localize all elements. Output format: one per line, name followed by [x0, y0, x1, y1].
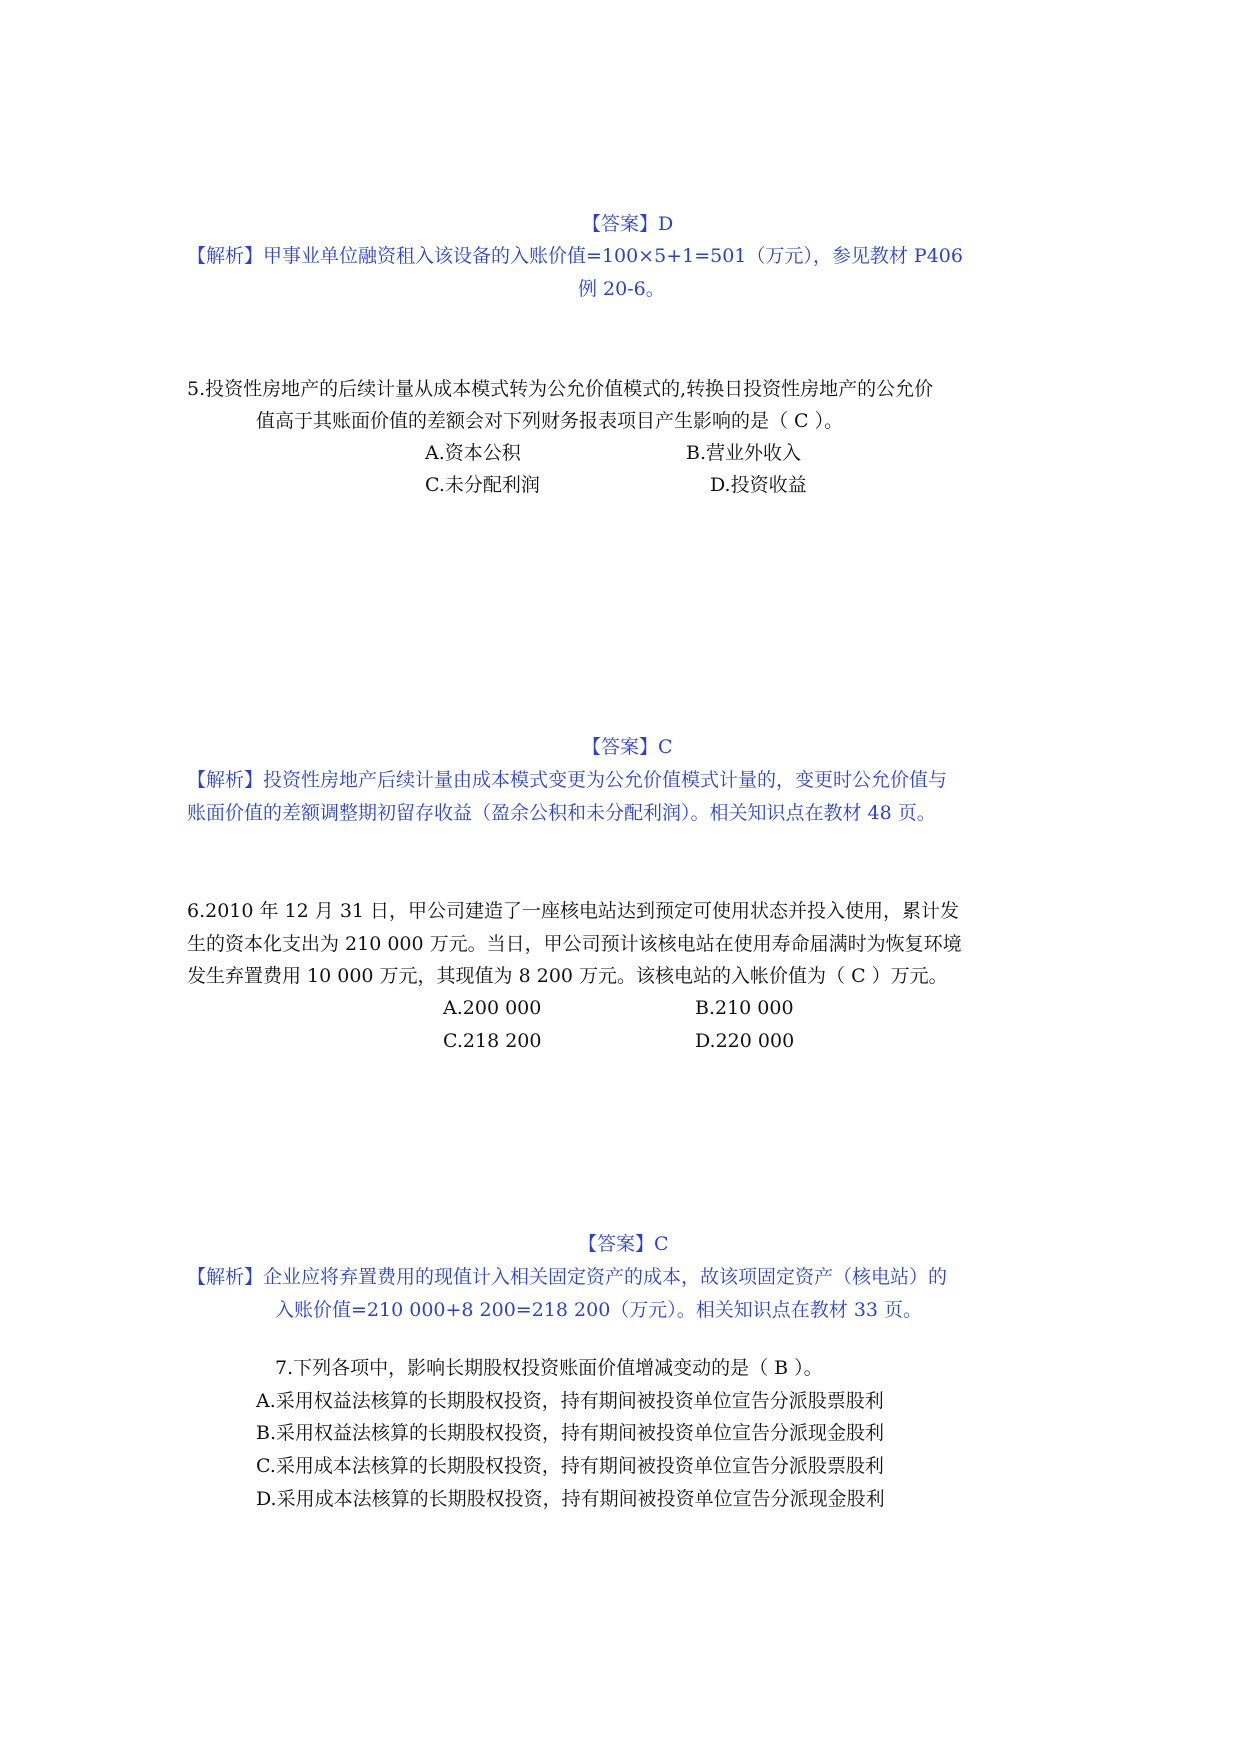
option-c: C.采用成本法核算的长期股权投资，持有期间被投资单位宣告分派股票股利	[256, 1455, 884, 1477]
analysis-text-line: 【解析】投资性房地产后续计量由成本模式变更为公允价值模式计量的，变更时公允价值与	[187, 769, 948, 791]
option-a: A.200 000	[443, 997, 542, 1019]
analysis-text-line: 【解析】甲事业单位融资租入该设备的入账价值=100×5+1=501（万元），参见教材 P406	[187, 245, 963, 267]
analysis-text-line: 【解析】企业应将弃置费用的现值计入相关固定资产的成本，故该项固定资产（核电站）的	[187, 1266, 948, 1288]
question-stem-line: 值高于其账面价值的差额会对下列财务报表项目产生影响的是（ C ）。	[256, 410, 844, 432]
question-stem-line: 5.投资性房地产的后续计量从成本模式转为公允价值模式的,转换日投资性房地产的公允价	[187, 378, 934, 400]
option-c: C.未分配利润	[425, 474, 540, 496]
option-d: D.投资收益	[710, 474, 807, 496]
analysis-text-line: 入账价值=210 000+8 200=218 200（万元）。相关知识点在教材 33 页。	[275, 1299, 923, 1321]
analysis-text-line: 账面价值的差额调整期初留存收益（盈余公积和未分配利润）。相关知识点在教材 48 页。	[187, 802, 936, 824]
option-d: D.220 000	[695, 1030, 795, 1052]
answer-label: 【答案】D	[582, 213, 674, 235]
question-stem-line: 生的资本化支出为 210 000 万元。当日，甲公司预计该核电站在使用寿命届满时为恢复环境	[187, 933, 962, 955]
answer-label: 【答案】C	[578, 1233, 669, 1255]
option-d: D.采用成本法核算的长期股权投资，持有期间被投资单位宣告分派现金股利	[256, 1488, 885, 1510]
option-a: A.采用权益法核算的长期股权投资，持有期间被投资单位宣告分派股票股利	[256, 1390, 884, 1412]
option-b: B.采用权益法核算的长期股权投资，持有期间被投资单位宣告分派现金股利	[256, 1422, 885, 1444]
option-b: B.210 000	[695, 997, 794, 1019]
question-stem-line: 发生弃置费用 10 000 万元，其现值为 8 200 万元。该核电站的入帐价值为（ C ）万元。	[187, 965, 948, 987]
question-stem-line: 7.下列各项中，影响长期股权投资账面价值增减变动的是（ B ）。	[275, 1357, 823, 1379]
option-a: A.资本公积	[425, 442, 521, 464]
option-c: C.218 200	[443, 1030, 542, 1052]
answer-label: 【答案】C	[582, 736, 673, 758]
option-b: B.营业外收入	[686, 442, 802, 464]
analysis-text-line: 例 20-6。	[578, 278, 665, 300]
question-stem-line: 6.2010 年 12 月 31 日，甲公司建造了一座核电站达到预定可使用状态并投入使用，累计发	[187, 900, 960, 922]
